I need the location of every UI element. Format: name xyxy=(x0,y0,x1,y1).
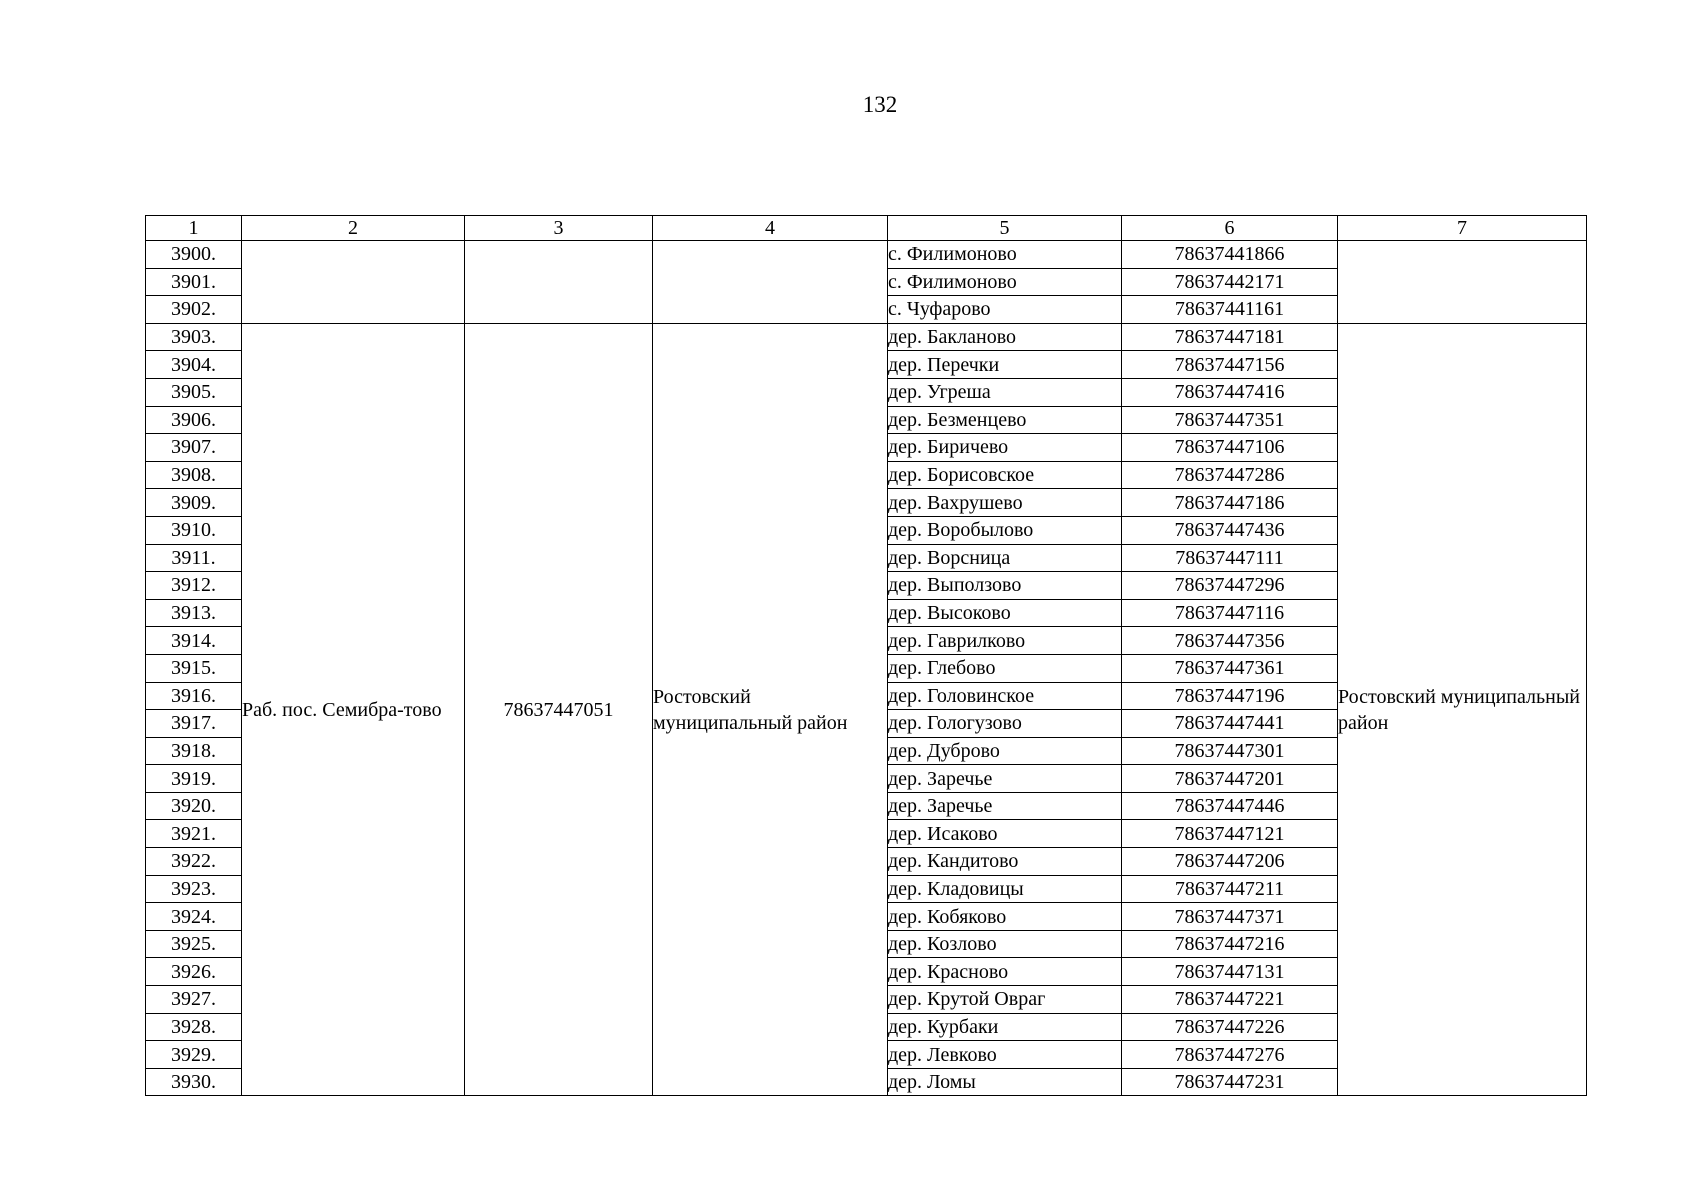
row-number: 3927. xyxy=(146,986,242,1014)
column-header: 5 xyxy=(888,216,1122,241)
place-code: 78637442171 xyxy=(1122,268,1338,296)
place-name: дер. Гологузово xyxy=(888,710,1122,738)
place-code: 78637447416 xyxy=(1122,378,1338,406)
place-code: 78637447296 xyxy=(1122,572,1338,600)
row-number: 3903. xyxy=(146,323,242,351)
column-header: 4 xyxy=(653,216,888,241)
place-name: дер. Безменцево xyxy=(888,406,1122,434)
page-number: 132 xyxy=(862,92,898,117)
row-number: 3911. xyxy=(146,544,242,572)
row-number: 3910. xyxy=(146,516,242,544)
row-number: 3904. xyxy=(146,351,242,379)
place-code: 78637447361 xyxy=(1122,654,1338,682)
place-code: 78637441161 xyxy=(1122,296,1338,324)
place-code: 78637447351 xyxy=(1122,406,1338,434)
column-header-row xyxy=(146,216,1587,241)
row-number: 3914. xyxy=(146,627,242,655)
row-number: 3930. xyxy=(146,1068,242,1096)
place-code: 78637447186 xyxy=(1122,489,1338,517)
place-name: дер. Левково xyxy=(888,1041,1122,1069)
place-name: с. Чуфарово xyxy=(888,296,1122,324)
district-cell: Ростовский муниципальный район xyxy=(653,323,888,1096)
place-code: 78637447301 xyxy=(1122,737,1338,765)
place-code: 78637447156 xyxy=(1122,351,1338,379)
row-number: 3925. xyxy=(146,930,242,958)
place-code: 78637447131 xyxy=(1122,958,1338,986)
place-name: дер. Биричево xyxy=(888,434,1122,462)
place-code: 78637447371 xyxy=(1122,903,1338,931)
district-cell xyxy=(653,241,888,324)
place-name: дер. Гаврилково xyxy=(888,627,1122,655)
row-number: 3900. xyxy=(146,241,242,269)
table-body xyxy=(146,241,1587,1096)
place-name: дер. Глебово xyxy=(888,654,1122,682)
row-number: 3919. xyxy=(146,765,242,793)
row-number: 3912. xyxy=(146,572,242,600)
row-number: 3908. xyxy=(146,461,242,489)
place-code: 78637447356 xyxy=(1122,627,1338,655)
row-number: 3917. xyxy=(146,710,242,738)
row-number: 3907. xyxy=(146,434,242,462)
row-number: 3902. xyxy=(146,296,242,324)
place-name: с. Филимоново xyxy=(888,241,1122,269)
settlement-code-cell xyxy=(465,241,653,324)
settlement-code-cell: 78637447051 xyxy=(465,323,653,1096)
place-name: дер. Кандитово xyxy=(888,848,1122,876)
row-number: 3901. xyxy=(146,268,242,296)
row-number: 3916. xyxy=(146,682,242,710)
place-name: дер. Бакланово xyxy=(888,323,1122,351)
place-name: дер. Дуброво xyxy=(888,737,1122,765)
district-col7-cell: Ростовский муниципальный район xyxy=(1338,323,1587,1096)
place-code: 78637447441 xyxy=(1122,710,1338,738)
place-code: 78637447436 xyxy=(1122,516,1338,544)
table-row xyxy=(146,241,1587,269)
place-name: дер. Курбаки xyxy=(888,1013,1122,1041)
row-number: 3913. xyxy=(146,599,242,627)
place-name: дер. Высоково xyxy=(888,599,1122,627)
column-header: 3 xyxy=(465,216,653,241)
place-name: дер. Перечки xyxy=(888,351,1122,379)
place-code: 78637447206 xyxy=(1122,848,1338,876)
place-code: 78637447211 xyxy=(1122,875,1338,903)
place-name: дер. Козлово xyxy=(888,930,1122,958)
place-code: 78637441866 xyxy=(1122,241,1338,269)
row-number: 3909. xyxy=(146,489,242,517)
place-code: 78637447181 xyxy=(1122,323,1338,351)
row-number: 3929. xyxy=(146,1041,242,1069)
column-header: 1 xyxy=(146,216,242,241)
row-number: 3906. xyxy=(146,406,242,434)
place-name: дер. Ворсница xyxy=(888,544,1122,572)
place-code: 78637447216 xyxy=(1122,930,1338,958)
place-name: дер. Заречье xyxy=(888,765,1122,793)
place-code: 78637447276 xyxy=(1122,1041,1338,1069)
place-code: 78637447286 xyxy=(1122,461,1338,489)
row-number: 3926. xyxy=(146,958,242,986)
row-number: 3920. xyxy=(146,792,242,820)
place-name: дер. Крутой Овраг xyxy=(888,986,1122,1014)
place-name: дер. Красново xyxy=(888,958,1122,986)
place-name: с. Филимоново xyxy=(888,268,1122,296)
place-code: 78637447196 xyxy=(1122,682,1338,710)
column-header: 6 xyxy=(1122,216,1338,241)
place-code: 78637447446 xyxy=(1122,792,1338,820)
row-number: 3905. xyxy=(146,378,242,406)
row-number: 3922. xyxy=(146,848,242,876)
place-code: 78637447106 xyxy=(1122,434,1338,462)
place-name: дер. Исаково xyxy=(888,820,1122,848)
place-name: дер. Борисовское xyxy=(888,461,1122,489)
column-header: 2 xyxy=(242,216,465,241)
place-code: 78637447111 xyxy=(1122,544,1338,572)
row-number: 3924. xyxy=(146,903,242,931)
place-name: дер. Головинское xyxy=(888,682,1122,710)
place-name: дер. Заречье xyxy=(888,792,1122,820)
place-name: дер. Выползово xyxy=(888,572,1122,600)
settlement-cell: Раб. пос. Семибра-тово xyxy=(242,323,465,1096)
place-name: дер. Воробылово xyxy=(888,516,1122,544)
place-name: дер. Ломы xyxy=(888,1068,1122,1096)
settlement-cell xyxy=(242,241,465,324)
table-row xyxy=(146,323,1587,351)
row-number: 3915. xyxy=(146,654,242,682)
place-name: дер. Кладовицы xyxy=(888,875,1122,903)
row-number: 3918. xyxy=(146,737,242,765)
place-code: 78637447201 xyxy=(1122,765,1338,793)
row-number: 3923. xyxy=(146,875,242,903)
place-code: 78637447121 xyxy=(1122,820,1338,848)
district-col7-cell xyxy=(1338,241,1587,324)
place-name: дер. Кобяково xyxy=(888,903,1122,931)
place-code: 78637447231 xyxy=(1122,1068,1338,1096)
column-header: 7 xyxy=(1338,216,1587,241)
row-number: 3928. xyxy=(146,1013,242,1041)
place-code: 78637447221 xyxy=(1122,986,1338,1014)
place-name: дер. Угреша xyxy=(888,378,1122,406)
place-name: дер. Вахрушево xyxy=(888,489,1122,517)
place-code: 78637447116 xyxy=(1122,599,1338,627)
registry-table xyxy=(145,215,1587,1096)
place-code: 78637447226 xyxy=(1122,1013,1338,1041)
row-number: 3921. xyxy=(146,820,242,848)
